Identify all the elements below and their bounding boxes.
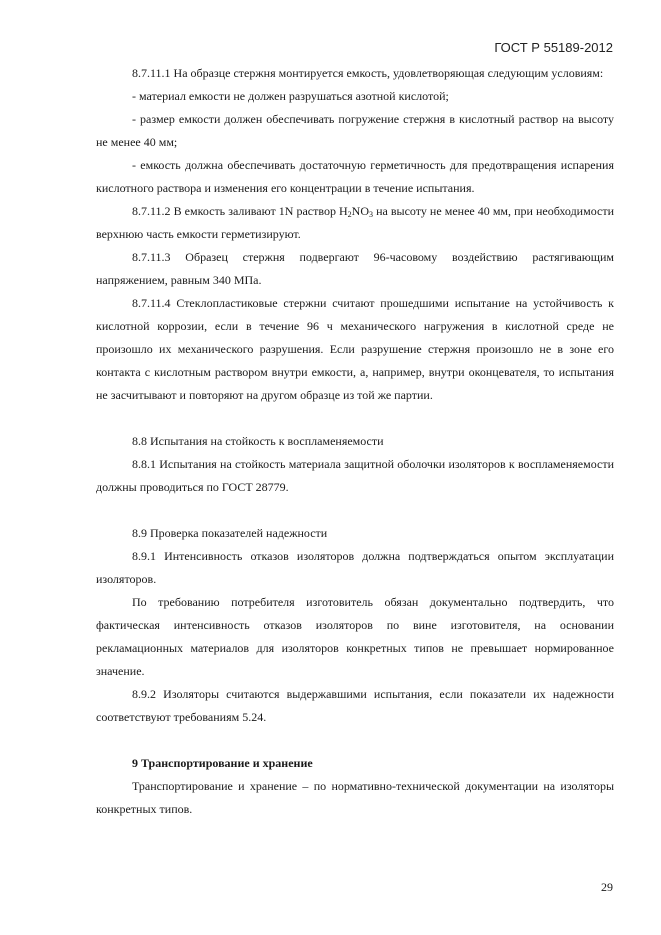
paragraph-8-9-1: 8.9.1 Интенсивность отказов изоляторов должна подтверждаться опытом эксплуатации изоляторов. bbox=[96, 549, 614, 586]
paragraph-8-7-11-4: 8.7.11.4 Стеклопластиковые стержни считают прошедшими испытание на устойчивость к кислотной коррозии, если в течение 96 ч механического нагружения в кислотной среде не произошло их механического разрушения. Если разрушение стержня произошло не в зоне его контакта с кислотным раствором внутри емкости, а, например, внутри оконцевателя, то испытания не засчитывают и повторяют на другом образце из той же партии. bbox=[96, 296, 614, 402]
paragraph-8-7-11-2 bbox=[96, 200, 614, 246]
paragraph-8-7-11-1: 8.7.11.1 На образце стержня монтируется емкость, удовлетворяющая следующим условиям: bbox=[132, 66, 604, 80]
section-heading-8-9: 8.9 Проверка показателей надежности bbox=[132, 526, 328, 540]
paragraph-8-7-11-3: 8.7.11.3 Образец стержня подвергают 96-часовому воздействию растягивающим напряжением, равным 340 МПа. bbox=[96, 250, 614, 287]
section-heading-8-8: 8.8 Испытания на стойкость к воспламеняемости bbox=[132, 434, 384, 448]
paragraph-8-8-1: 8.8.1 Испытания на стойкость материала защитной оболочки изоляторов к воспламеняемости должны проводиться по ГОСТ 28779. bbox=[96, 457, 614, 494]
list-item-size: - размер емкости должен обеспечивать погружение стержня в кислотный раствор на высоту не менее 40 мм; bbox=[96, 112, 614, 149]
subscript: 2 bbox=[347, 210, 352, 219]
page-number: 29 bbox=[601, 880, 613, 894]
paragraph-text: NO bbox=[351, 204, 370, 218]
paragraph-8-9-2: 8.9.2 Изоляторы считаются выдержавшими испытания, если показатели их надежности соответствуют требованиям 5.24. bbox=[96, 687, 614, 724]
paragraph-text: на высоту не менее 40 мм, при необходимости верхнюю часть емкости герметизируют. bbox=[96, 204, 614, 241]
list-item-sealing: - емкость должна обеспечивать достаточную герметичность для предотвращения испарения кислотного раствора и изменения его концентрации в течение испытания. bbox=[96, 158, 614, 195]
document-body bbox=[96, 62, 614, 821]
paragraph-reliability-confirmation: По требованию потребителя изготовитель обязан документально подтвердить, что фактическая интенсивность отказов изоляторов по вине изготовителя, на основании рекламационных материалов для изоляторов конкретных типов не превышает нормированное значение. bbox=[96, 595, 614, 678]
document-header: ГОСТ Р 55189-2012 bbox=[494, 40, 613, 55]
subscript: 3 bbox=[369, 210, 374, 219]
paragraph-text: 8.7.11.2 В емкость заливают 1N раствор H bbox=[132, 204, 348, 218]
paragraph-9: Транспортирование и хранение – по нормативно-технической документации на изоляторы конкретных типов. bbox=[96, 779, 614, 816]
section-heading-9: 9 Транспортирование и хранение bbox=[132, 756, 313, 770]
list-item-material: - материал емкости не должен разрушаться азотной кислотой; bbox=[132, 89, 449, 103]
